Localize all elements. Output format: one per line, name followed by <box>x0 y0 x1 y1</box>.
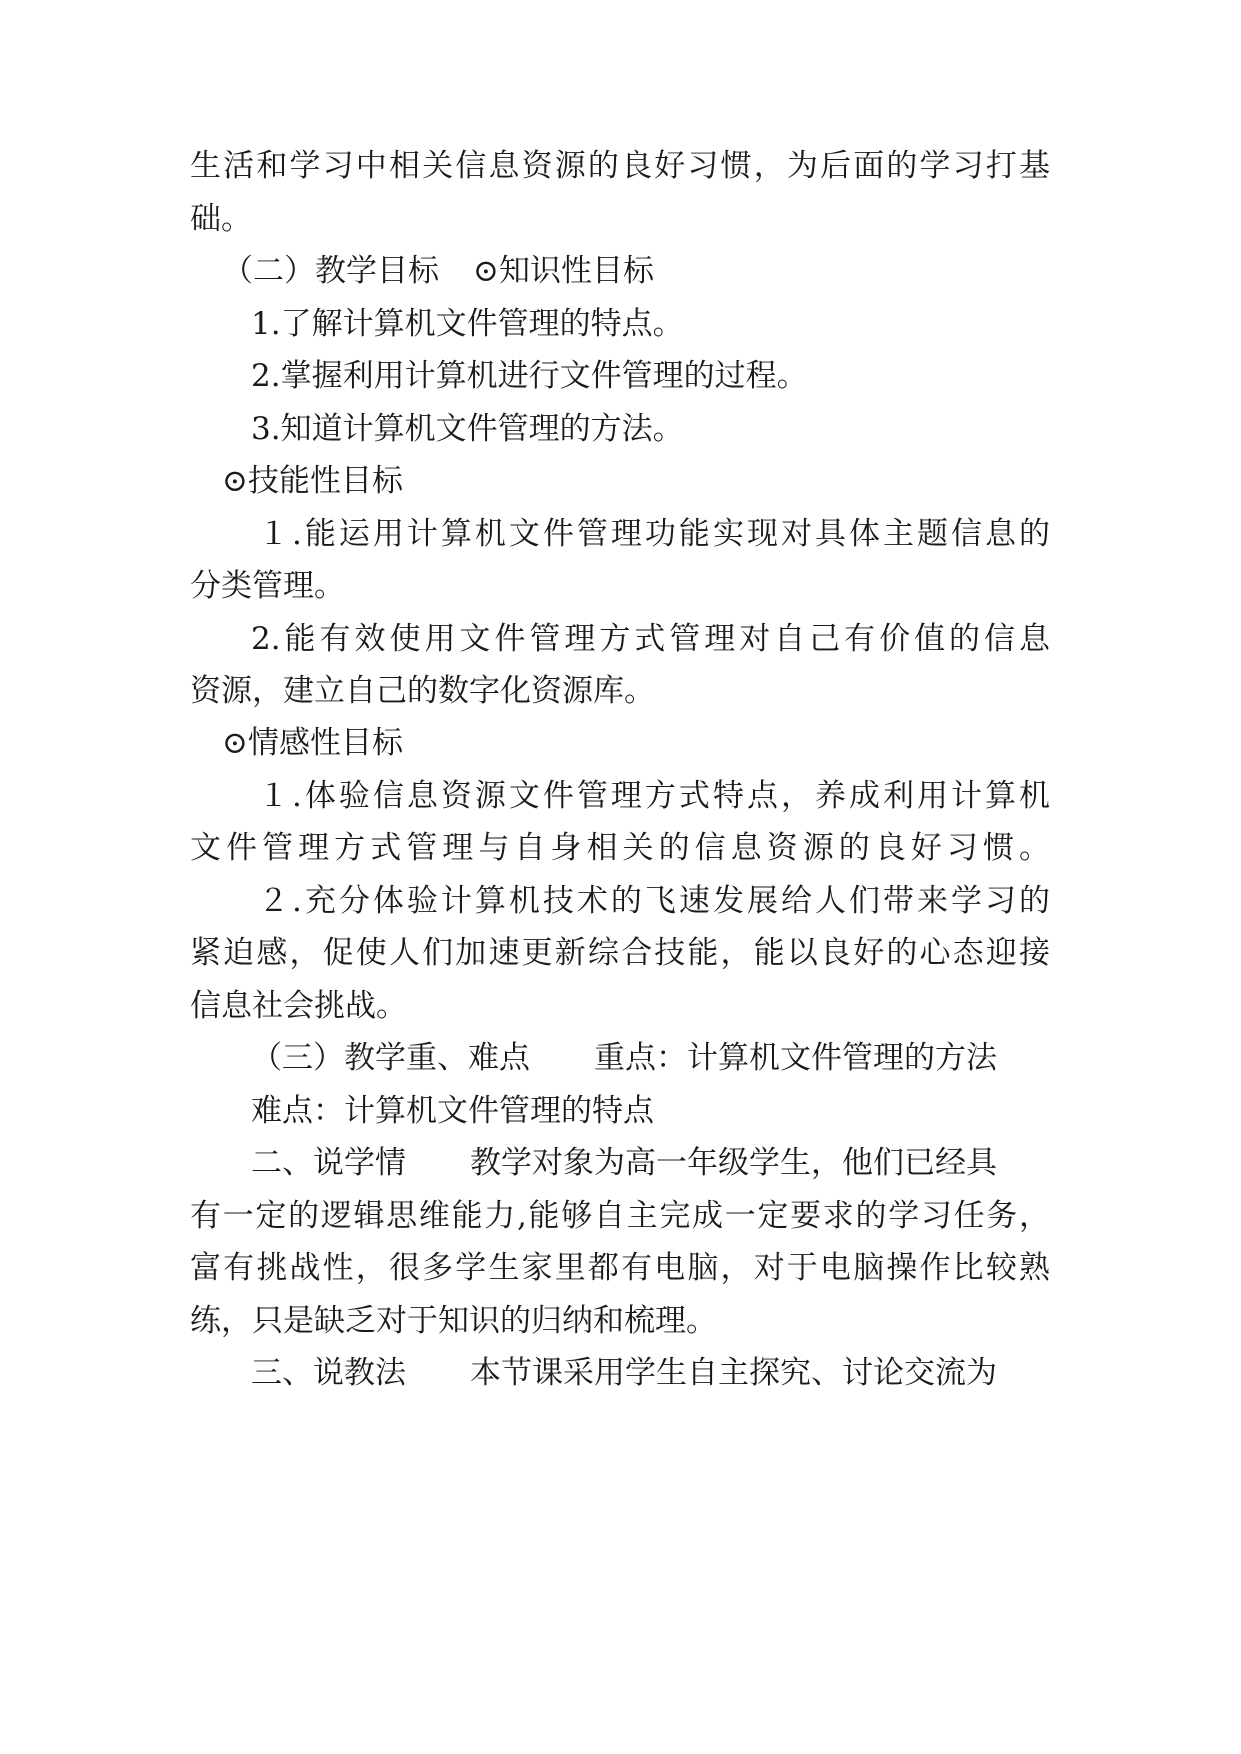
paragraph-line: 分类管理。 <box>190 568 345 604</box>
list-item: １.体验信息资源文件管理方式特点，养成利用计算机 <box>258 778 1050 814</box>
section-heading-learners <box>251 1134 1050 1192</box>
list-item: 2.掌握利用计算机进行文件管理的过程。 <box>251 358 808 394</box>
list-item: 2.能有效使用文件管理方式管理对自己有价值的信息 <box>251 621 1050 657</box>
paragraph-text: 教学对象为高一年级学生，他们已经具 <box>470 1145 997 1181</box>
paragraph-line: 信息社会挑战。 <box>190 988 407 1024</box>
heading-label: 二、说学情 <box>251 1145 406 1181</box>
list-item: １.能运用计算机文件管理功能实现对具体主题信息的 <box>258 516 1050 552</box>
subheading-emotional-goals: ⊙情感性目标 <box>222 725 403 761</box>
key-point-text: 重点：计算机文件管理的方法 <box>594 1040 997 1076</box>
subheading-skill-goals: ⊙技能性目标 <box>222 463 403 499</box>
heading-label: 三、说教法 <box>251 1355 406 1391</box>
list-item: 3.知道计算机文件管理的方法。 <box>251 411 684 447</box>
paragraph-line: 紧迫感，促使人们加速更新综合技能，能以良好的心态迎接 <box>190 935 1050 971</box>
heading-label: （三）教学重、难点 <box>251 1040 530 1076</box>
list-item: ２.充分体验计算机技术的飞速发展给人们带来学习的 <box>258 883 1050 919</box>
section-heading-teaching-goals <box>222 242 1050 300</box>
paragraph-line: 资源，建立自己的数字化资源库。 <box>190 673 655 709</box>
section-heading-teaching-methods <box>251 1344 1050 1402</box>
heading-label: （二）教学目标 <box>222 253 439 289</box>
paragraph-line: 础。 <box>190 201 252 237</box>
paragraph-line: 生活和学习中相关信息资源的良好习惯，为后面的学习打基 <box>190 148 1050 184</box>
subheading-label: ⊙知识性目标 <box>473 253 654 289</box>
paragraph-line: 富有挑战性，很多学生家里都有电脑，对于电脑操作比较熟 <box>190 1250 1050 1286</box>
section-heading-key-points <box>251 1029 1050 1087</box>
list-item: 1.了解计算机文件管理的特点。 <box>251 306 684 342</box>
paragraph-line: 文件管理方式管理与自身相关的信息资源的良好习惯。 <box>190 830 1050 866</box>
paragraph-line: 有一定的逻辑思维能力,能够自主完成一定要求的学习任务， <box>190 1198 1050 1234</box>
difficulty-text: 难点：计算机文件管理的特点 <box>251 1093 654 1129</box>
paragraph-line: 练，只是缺乏对于知识的归纳和梳理。 <box>190 1303 717 1339</box>
paragraph-text: 本节课采用学生自主探究、讨论交流为 <box>470 1355 997 1391</box>
